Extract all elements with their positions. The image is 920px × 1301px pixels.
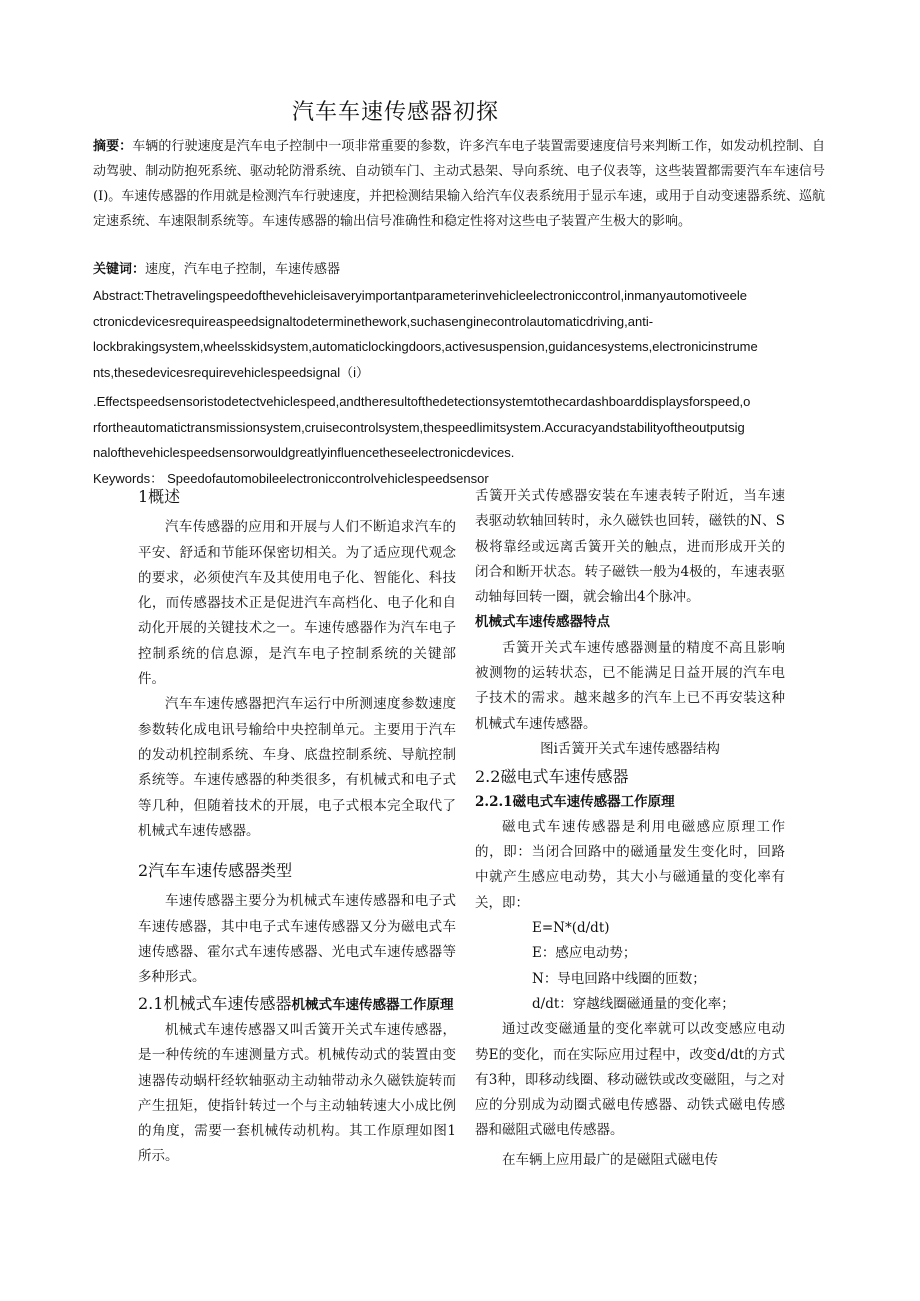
section-heading-2-2-1: 2.2.1磁电式车速传感器工作原理: [475, 793, 675, 810]
abstract-en: [93, 283, 826, 491]
left-column: [138, 484, 456, 1170]
abstract-label: 摘要：: [93, 139, 133, 154]
formula-legend: E：感应电动势；: [532, 945, 637, 962]
subsection-heading: 机械式车速传感器特点: [475, 614, 610, 631]
keywords-text: 速度，汽车电子控制，车速传感器: [145, 262, 341, 277]
paragraph: 车速传感器主要分为机械式车速传感器和电子式车速传感器，其中电子式车速传感器又分为磁电式车速传感器、霍尔式车速传感器、光电式车速传感器等多种形式。: [138, 893, 456, 986]
abstract-en-line: lockbrakingsystem,wheelsskidsystem,automaticlockingdoors,activesuspension,guidancesystems,electronicinstrume: [93, 339, 758, 354]
paragraph: 舌簧开关式车速传感器测量的精度不高且影响被测物的运转状态，已不能满足日益开展的汽车电子技术的需求。越来越多的汽车上已不再安装这种机械式车速传感器。: [475, 639, 785, 732]
abstract-cn: [93, 134, 825, 234]
paragraph: 磁电式车速传感器是利用电磁感应原理工作的，即：当闭合回路中的磁通量发生变化时，回路中就产生感应电动势，其大小与磁通量的变化率有关，即：: [475, 818, 785, 911]
formula-legend: N：导电回路中线圈的匝数；: [532, 970, 706, 987]
section-heading-2: 2汽车车速传感器类型: [138, 861, 293, 881]
section-heading-2-1: [138, 991, 456, 1018]
formula: E=N*(d/dt): [532, 920, 610, 937]
section-heading-1: 1概述: [138, 487, 181, 506]
abstract-text: 车辆的行驶速度是汽车电子控制中一项非常重要的参数，许多汽车电子装置需要速度信号来判断工作，如发动机控制、自动驾驶、制动防抱死系统、驱动轮防滑系统、自动锁车门、主动式悬架、导向系统、电子仪表等，这些装置都需要汽车车速信号(I)。车速传感器的作用就是检测汽车行驶速度，并把检测结果输入给汽车仪表系统用于显示车速，或用于自动变速器系统、巡航定速系统、车速限制系统等。车速传感器的输出信号准确性和稳定性将对这些电子装置产生极大的影响。: [93, 139, 825, 229]
paragraph: 舌簧开关式传感器安装在车速表转子附近，当车速表驱动软轴回转时，永久磁铁也回转，磁铁的N、S极将靠经或远离舌簧开关的触点，进而形成开关的闭合和断开状态。转子磁铁一般为4极的，车速表驱动轴每回转一圈，就会输出4个脉冲。: [475, 488, 785, 606]
abstract-en-line: .Effectspeedsensoristodetectvehiclespeed,andtheresultofthedetectionsystemtothecardashboarddisplaysforspeed,o: [93, 394, 751, 409]
keywords-en-text: Speedofautomobileelectroniccontrolvehiclespeedsensor: [167, 470, 489, 486]
abstract-en-line: rfortheautomatictransmissionsystem,cruisecontrolsystem,thespeedlimitsystem.Accuracyandstabilityoftheoutputsig: [93, 419, 745, 435]
paragraph: 通过改变磁通量的变化率就可以改变感应电动势E的变化，而在实际应用过程中，改变d/dt的方式有3种，即移动线圈、移动磁铁或改变磁阻，与之对应的分别成为动圈式磁电传感器、动铁式磁电传感器和磁阻式磁电传感器。: [475, 1021, 785, 1139]
abstract-en-line: ctronicdevicesrequireaspeedsignaltodeterminethework,suchasenginecontrolautomaticdriving,anti-: [93, 313, 654, 329]
paragraph: 汽车车速传感器把汽车运行中所测速度参数速度参数转化成电讯号输给中央控制单元。主要用于汽车的发动机控制系统、车身、底盘控制系统、导航控制系统等。车速传感器的种类很多，有机械式和电子式等几种，但随着技术的开展，电子式根本完全取代了机械式车速传感器。: [138, 696, 456, 839]
figure-caption: 图i舌簧开关式车速传感器结构: [540, 740, 720, 757]
abstract-en-line: Abstract:Thetravelingspeedofthevehicleisaveryimportantparameterinvehicleelectroniccontrol,inmanyautomotiveele: [93, 288, 747, 303]
paragraph: 机械式车速传感器又叫舌簧开关式车速传感器，是一种传统的车速测量方式。机械传动式的装置由变速器传动蜗杆经软轴驱动主动轴带动永久磁铁旋转而产生扭矩，使指针转过一个与主动轴转速大小成比例的角度，需要一套机械传动机构。其工作原理如图1所示。: [138, 1021, 456, 1165]
abstract-en-line: nalofthevehiclespeedsensorwouldgreatlyinfluencetheseelectronicdevices.: [93, 445, 515, 460]
right-column: [475, 484, 785, 1173]
paragraph: 汽车传感器的应用和开展与人们不断追求汽车的平安、舒适和节能环保密切相关。为了适应现代观念的要求，必须使汽车及其使用电子化、智能化、科技化，而传感器技术正是促进汽车高档化、电子化和自动化开展的关键技术之一。车速传感器作为汽车电子控制系统的信息源，是汽车电子控制系统的关键部件。: [138, 519, 456, 688]
keywords-label: 关键词：: [93, 262, 146, 277]
paragraph: 在车辆上应用最广的是磁阻式磁电传: [502, 1151, 718, 1168]
abstract-en-line: nts,thesedevicesrequirevehiclespeedsignal（i）: [93, 364, 370, 380]
section-heading-2-2: 2.2磁电式车速传感器: [475, 767, 629, 787]
formula-legend: d/dt：穿越线圈磁通量的变化率；: [532, 995, 735, 1012]
keywords-cn: [93, 257, 825, 282]
page-title: 汽车车速传感器初探: [292, 100, 500, 125]
section-heading-2-1-bold: 机械式车速传感器工作原理: [291, 996, 454, 1013]
keywords-en-label: Keywords：: [93, 470, 164, 486]
section-heading-2-1-title: 2.1机械式车速传感器: [138, 993, 292, 1013]
